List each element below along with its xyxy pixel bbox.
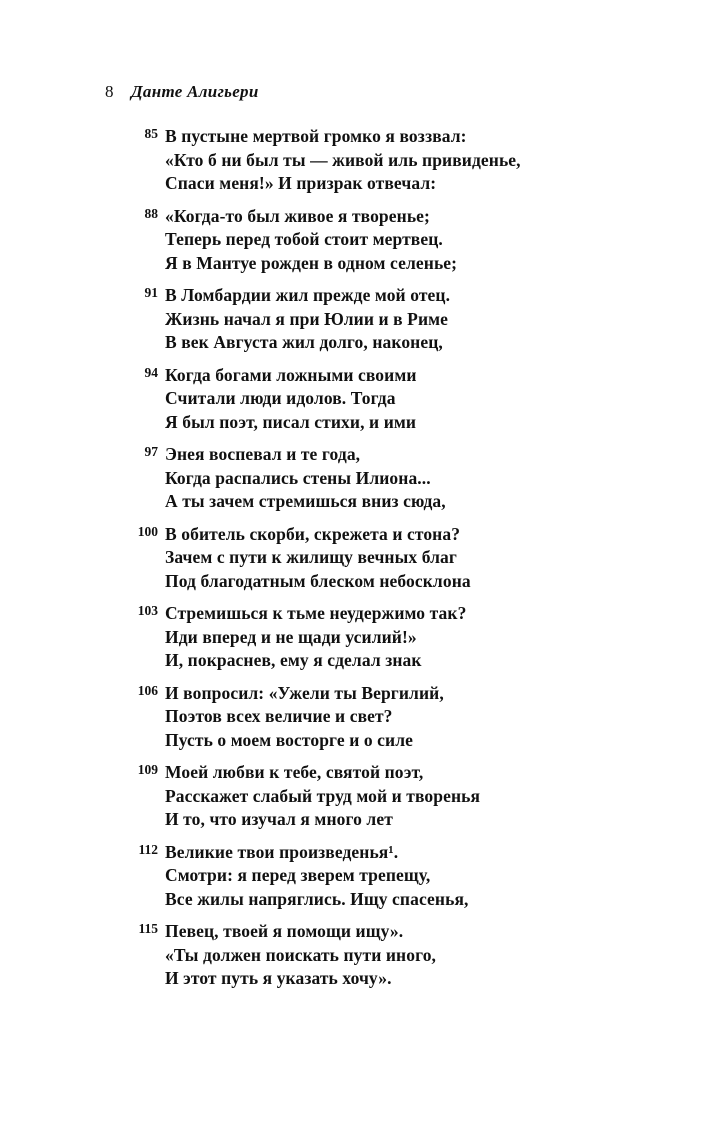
poem-line: Жизнь начал я при Юлии и в Риме [165, 308, 449, 329]
poem-line: Пусть о моем восторге и о силе [165, 729, 414, 750]
poem-line: А ты зачем стремишься вниз сюда, [165, 491, 446, 511]
stanza [0, 682, 709, 753]
stanza [0, 443, 709, 514]
stanza-line-number: 112 [138, 841, 158, 857]
poem-line: Я был поэт, писал стихи, и ими [165, 411, 417, 432]
poem-line: Я в Мантуе рожден в одном селенье; [165, 252, 458, 273]
stanza-line-number: 88 [144, 205, 158, 221]
stanza-lines [165, 205, 457, 276]
poem-line: Поэтов всех величие и свет? [165, 706, 393, 726]
poem-line: Под благодатным блеском небосклона [165, 570, 471, 591]
stanza-line-number: 85 [144, 126, 158, 141]
stanza-lines [165, 761, 480, 832]
stanza [0, 920, 709, 991]
poem-line: В обитель скорби, скрежета и стона? [165, 523, 461, 544]
poem-line: «Ты должен поискать пути иного, [165, 944, 437, 965]
stanza-lines [165, 364, 417, 435]
stanza-lines [165, 841, 468, 912]
stanza-lines [165, 602, 466, 673]
page-header [0, 82, 709, 102]
stanza-line-number: 97 [144, 444, 158, 459]
poem-line: Спаси меня!» И призрак отвечал: [165, 173, 437, 193]
poem-line: Когда богами ложными своими [165, 364, 417, 385]
poem-line: В пустыне мертвой громко я воззвал: [165, 126, 467, 146]
stanza-lines [165, 682, 444, 753]
poem-line: Певец, твоей я помощи ищу». [165, 921, 404, 941]
poem-line: «Кто б ни был ты — живой иль привиденье, [165, 149, 521, 170]
stanza-line-number: 109 [137, 762, 158, 777]
stanza [0, 841, 709, 912]
stanza [0, 205, 709, 276]
poem-line: В Ломбардии жил прежде мой отец. [165, 285, 451, 305]
poem-line: Теперь перед тобой стоит мертвец. [165, 229, 443, 249]
stanza-line-number: 103 [137, 603, 158, 618]
poem-line: И, покраснев, ему я сделал знак [165, 650, 422, 670]
poem-line: Когда распались стены Илиона... [165, 467, 431, 488]
stanza-lines [165, 125, 521, 196]
poem-line: И то, что изучал я много лет [165, 809, 393, 829]
poem-line: И этот путь я указать хочу». [165, 968, 392, 988]
stanza [0, 364, 709, 435]
stanza [0, 761, 709, 832]
stanza-lines [165, 284, 450, 355]
page-number: 8 [105, 82, 114, 101]
stanza-lines [165, 523, 471, 594]
poem-line: Энея воспевал и те года, [165, 444, 361, 464]
stanza-lines [165, 443, 446, 514]
poem-line: «Когда-то был живое я творенье; [165, 205, 430, 226]
running-title: Данте Алигьери [131, 82, 259, 101]
poem-line: И вопросил: «Ужели ты Вергилий, [165, 682, 444, 703]
stanza-line-number: 106 [137, 682, 158, 698]
poem-line: Считали люди идолов. Тогда [165, 388, 396, 408]
poem-line: Зачем с пути к жилищу вечных благ [165, 547, 457, 567]
poem-stanzas [0, 125, 709, 991]
poem-line: Все жилы напряглись. Ищу спасенья, [165, 888, 469, 909]
stanza [0, 284, 709, 355]
stanza [0, 523, 709, 594]
poem-line: Смотри: я перед зверем трепещу, [165, 865, 431, 885]
poem-line: Стремишься к тьме неудержимо так? [165, 603, 467, 623]
stanza [0, 602, 709, 673]
stanza [0, 125, 709, 196]
stanza-line-number: 100 [137, 523, 158, 539]
poem-line: Расскажет слабый труд мой и творенья [165, 785, 481, 806]
stanza-line-number: 91 [144, 285, 158, 300]
stanza-lines [165, 920, 436, 991]
poem-line: Моей любви к тебе, святой поэт, [165, 762, 424, 782]
poem-line: Великие твои произведенья¹. [165, 841, 399, 862]
stanza-line-number: 94 [144, 364, 158, 380]
poem-line: Иди вперед и не щади усилий!» [165, 626, 417, 647]
stanza-line-number: 115 [138, 921, 158, 936]
poem-line: В век Августа жил долго, наконец, [165, 332, 443, 352]
